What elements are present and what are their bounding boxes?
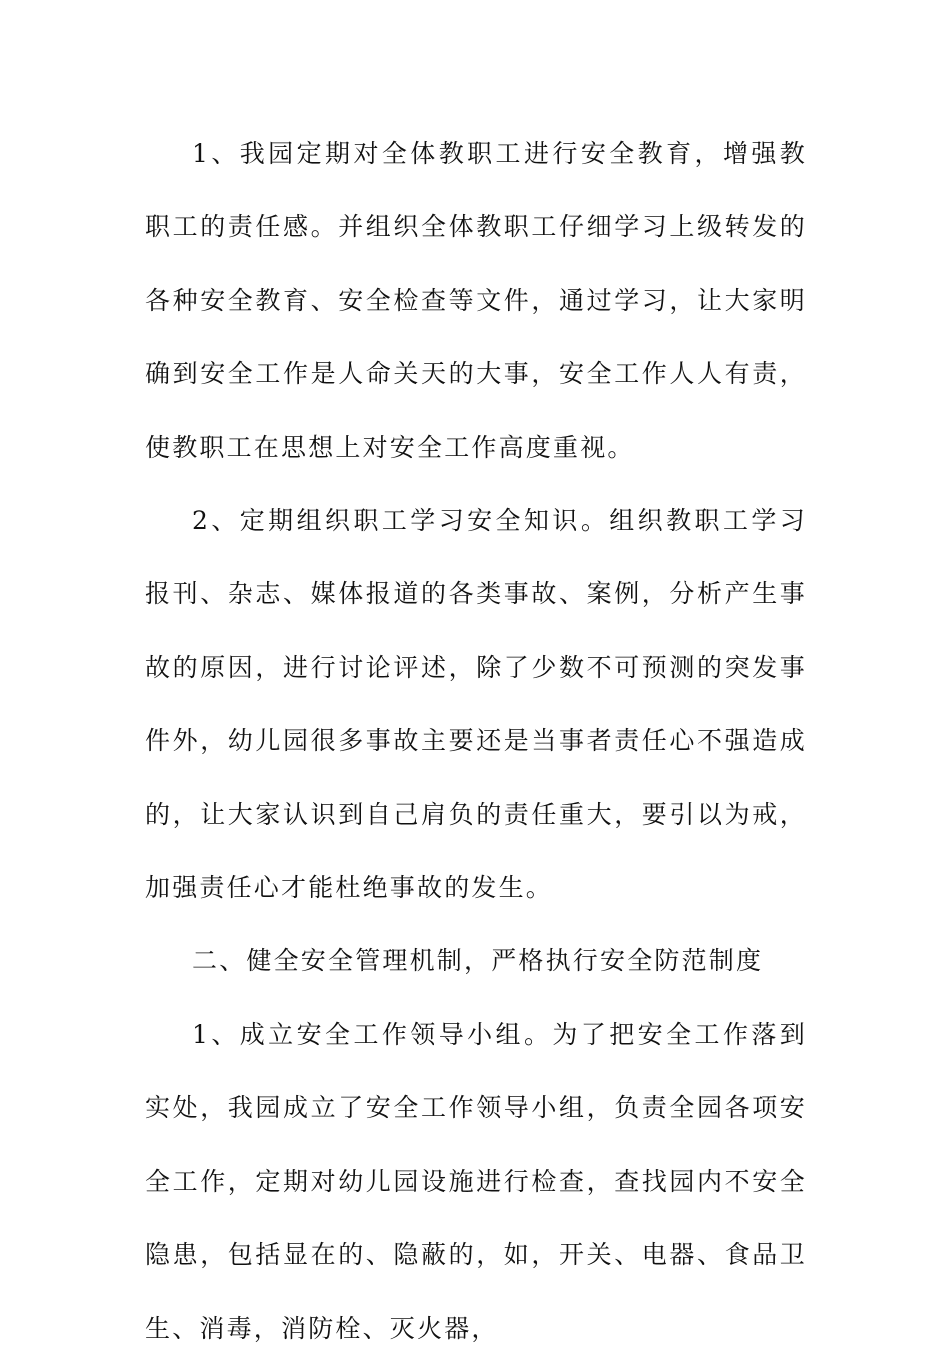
paragraph-leadership-group: 1、成立安全工作领导小组。为了把安全工作落到实处，我园成立了安全工作领导小组，负责全园各项安全工作，定期对幼儿园设施进行检查，查找园内不安全隐患，包括显在的、隐蔽的，如，开关、电器、食品卫生、消毒，消防栓、灭火器，	[145, 1019, 807, 1343]
paragraph-safety-education: 1、我园定期对全体教职工进行安全教育，增强教职工的责任感。并组织全体教职工仔细学习上级转发的各种安全教育、安全检查等文件，通过学习，让大家明确到安全工作是人命关天的大事，安全工作人人有责，使教职工在思想上对安全工作高度重视。	[145, 139, 807, 462]
paragraph-safety-knowledge: 2、定期组织职工学习安全知识。组织教职工学习报刊、杂志、媒体报道的各类事故、案例，分析产生事故的原因，进行讨论评述，除了少数不可预测的突发事件外，幼儿园很多事故主要还是当事者责任心不强造成的，让大家认识到自己肩负的责任重大，要引以为戒，加强责任心才能杜绝事故的发生。	[145, 506, 807, 903]
document-body	[145, 117, 807, 1365]
section-heading-management: 二、健全安全管理机制，严格执行安全防范制度	[192, 946, 764, 976]
